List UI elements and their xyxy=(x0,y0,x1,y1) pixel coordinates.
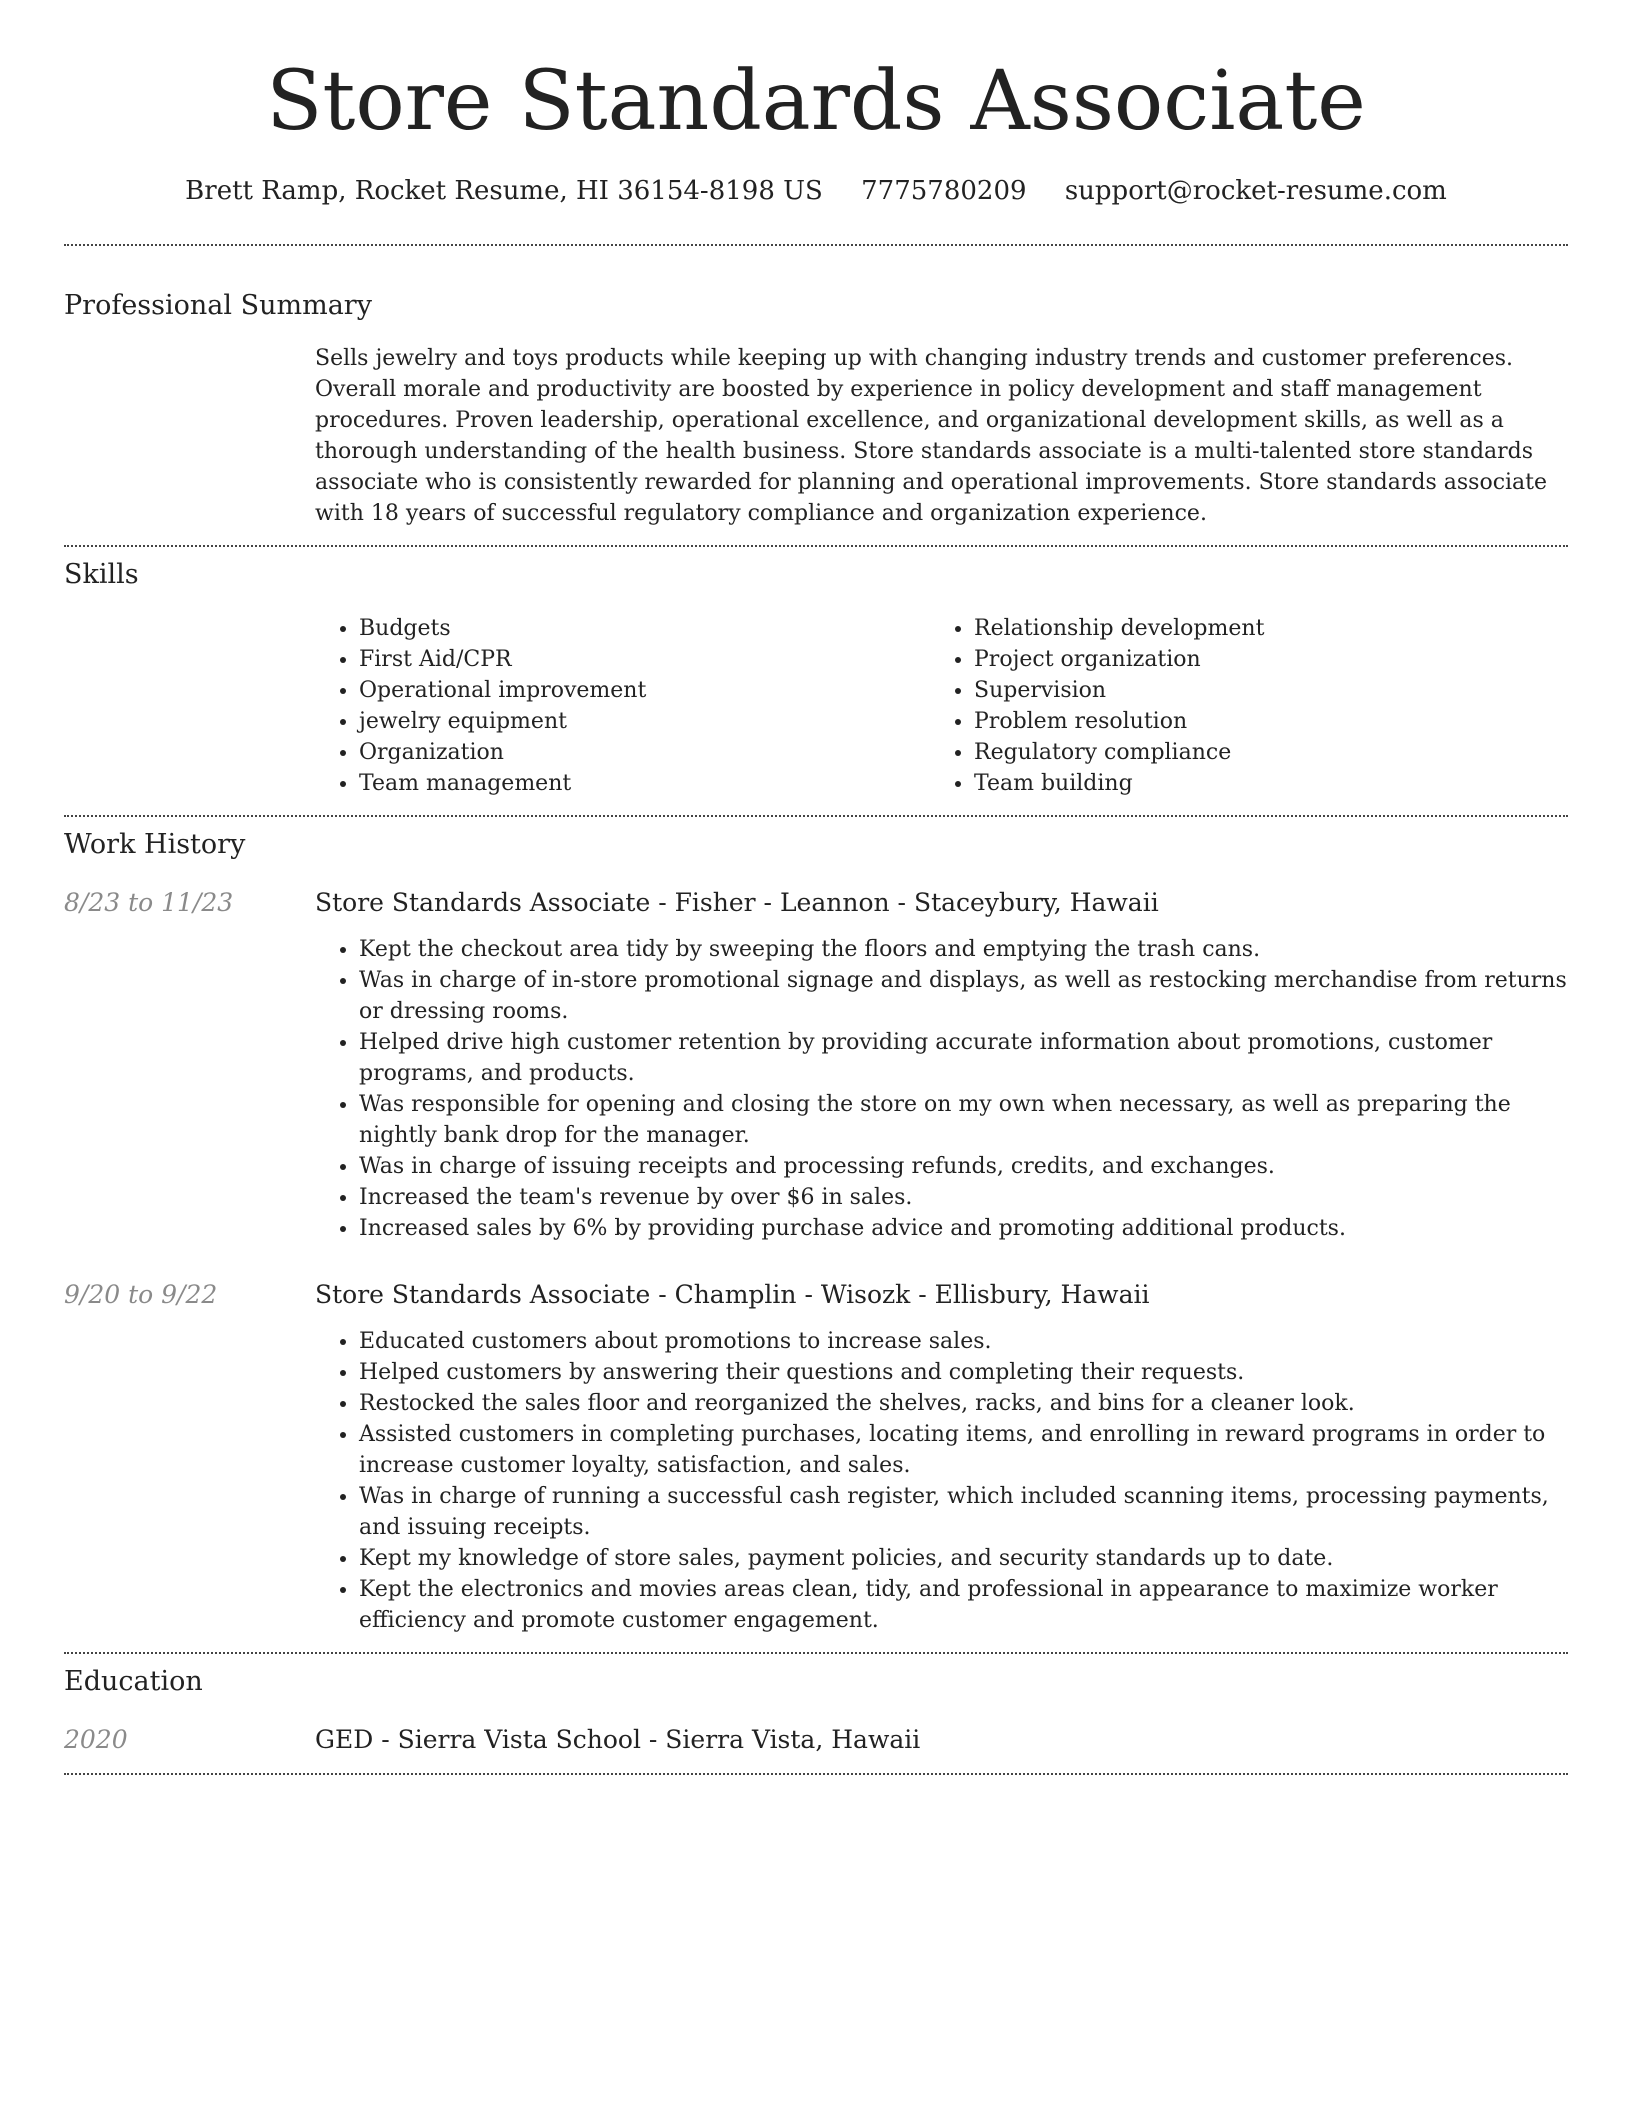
job-bullets xyxy=(315,934,1568,1244)
job-entry xyxy=(64,886,1568,1244)
job-bullet: • Increased the team's revenue by over $6 in sales. xyxy=(359,1182,1568,1213)
divider xyxy=(64,1773,1568,1775)
skill-item: • First Aid/CPR xyxy=(359,644,930,675)
skills-heading: Skills xyxy=(64,559,139,590)
contact-address: Brett Ramp, Rocket Resume, HI 36154-8198 US xyxy=(185,176,823,206)
skill-item: • Regulatory compliance xyxy=(974,737,1545,768)
job-bullet: • Was in charge of in-store promotional signage and displays, as well as restocking merchandise from returns or dressing rooms. xyxy=(359,965,1568,1027)
skills-list-left xyxy=(315,613,930,799)
work-section xyxy=(64,817,1568,1652)
skills-list-right xyxy=(930,613,1545,799)
summary-section xyxy=(64,246,1568,545)
job-bullet: • Was in charge of issuing receipts and processing refunds, credits, and exchanges. xyxy=(359,1151,1568,1182)
job-date: 9/20 to 9/22 xyxy=(64,1280,218,1309)
contact-phone: 7775780209 xyxy=(861,176,1027,206)
skill-item: • Organization xyxy=(359,737,930,768)
job-bullet: • Kept the checkout area tidy by sweeping the floors and emptying the trash cans. xyxy=(359,934,1568,965)
education-title: GED - Sierra Vista School - Sierra Vista, Hawaii xyxy=(315,1725,921,1754)
education-section xyxy=(64,1654,1568,1773)
skill-item: • jewelry equipment xyxy=(359,706,930,737)
job-bullet: • Assisted customers in completing purchases, locating items, and enrolling in reward programs in order to increase customer loyalty, satisfaction, and sales. xyxy=(359,1419,1568,1481)
skill-item: • Relationship development xyxy=(974,613,1545,644)
contact-email: support@rocket-resume.com xyxy=(1064,176,1447,206)
work-heading: Work History xyxy=(64,829,246,860)
contact-line xyxy=(64,174,1568,208)
job-bullets xyxy=(315,1326,1568,1636)
job-entry xyxy=(64,1278,1568,1636)
education-heading: Education xyxy=(64,1666,203,1697)
skill-item: • Team building xyxy=(974,768,1545,799)
job-bullet: • Kept my knowledge of store sales, payment policies, and security standards up to date. xyxy=(359,1543,1568,1574)
job-title: Store Standards Associate - Fisher - Leannon - Staceybury, Hawaii xyxy=(315,888,1159,917)
education-entry xyxy=(64,1723,1568,1757)
job-bullet: • Helped drive high customer retention by providing accurate information about promotions, customer programs, and products. xyxy=(359,1027,1568,1089)
job-bullet: • Educated customers about promotions to increase sales. xyxy=(359,1326,1568,1357)
summary-text: Sells jewelry and toys products while keeping up with changing industry trends and customer preferences. Overall morale and productivity are boosted by experience in policy development and staff management procedures. Proven leadership, operational excellence, and organizational development skills, as well as a thorough understanding of the health business. Store standards associate is a multi-talented store standards associate who is consistently rewarded for planning and operational improvements. Store standards associate with 18 years of successful regulatory compliance and organization experience. xyxy=(315,346,1548,526)
skill-item: • Project organization xyxy=(974,644,1545,675)
job-bullet: • Kept the electronics and movies areas clean, tidy, and professional in appearance to maximize worker efficiency and promote customer engagement. xyxy=(359,1574,1568,1636)
skills-section xyxy=(64,547,1568,815)
skill-item: • Operational improvement xyxy=(359,675,930,706)
job-bullet: • Was in charge of running a successful cash register, which included scanning items, processing payments, and issuing receipts. xyxy=(359,1481,1568,1543)
job-bullet: • Helped customers by answering their questions and completing their requests. xyxy=(359,1357,1568,1388)
resume-page xyxy=(64,0,1568,1775)
job-bullet: • Restocked the sales floor and reorganized the shelves, racks, and bins for a cleaner look. xyxy=(359,1388,1568,1419)
job-bullet: • Was responsible for opening and closing the store on my own when necessary, as well as preparing the nightly bank drop for the manager. xyxy=(359,1089,1568,1151)
job-date: 8/23 to 11/23 xyxy=(64,888,234,917)
summary-heading: Professional Summary xyxy=(64,290,372,321)
skill-item: • Problem resolution xyxy=(974,706,1545,737)
resume-title: Store Standards Associate xyxy=(266,54,1366,149)
skill-item: • Supervision xyxy=(974,675,1545,706)
job-title: Store Standards Associate - Champlin - Wisozk - Ellisbury, Hawaii xyxy=(315,1280,1150,1309)
job-bullet: • Increased sales by 6% by providing purchase advice and promoting additional products. xyxy=(359,1213,1568,1244)
skill-item: • Team management xyxy=(359,768,930,799)
education-date: 2020 xyxy=(64,1725,128,1754)
skill-item: • Budgets xyxy=(359,613,930,644)
